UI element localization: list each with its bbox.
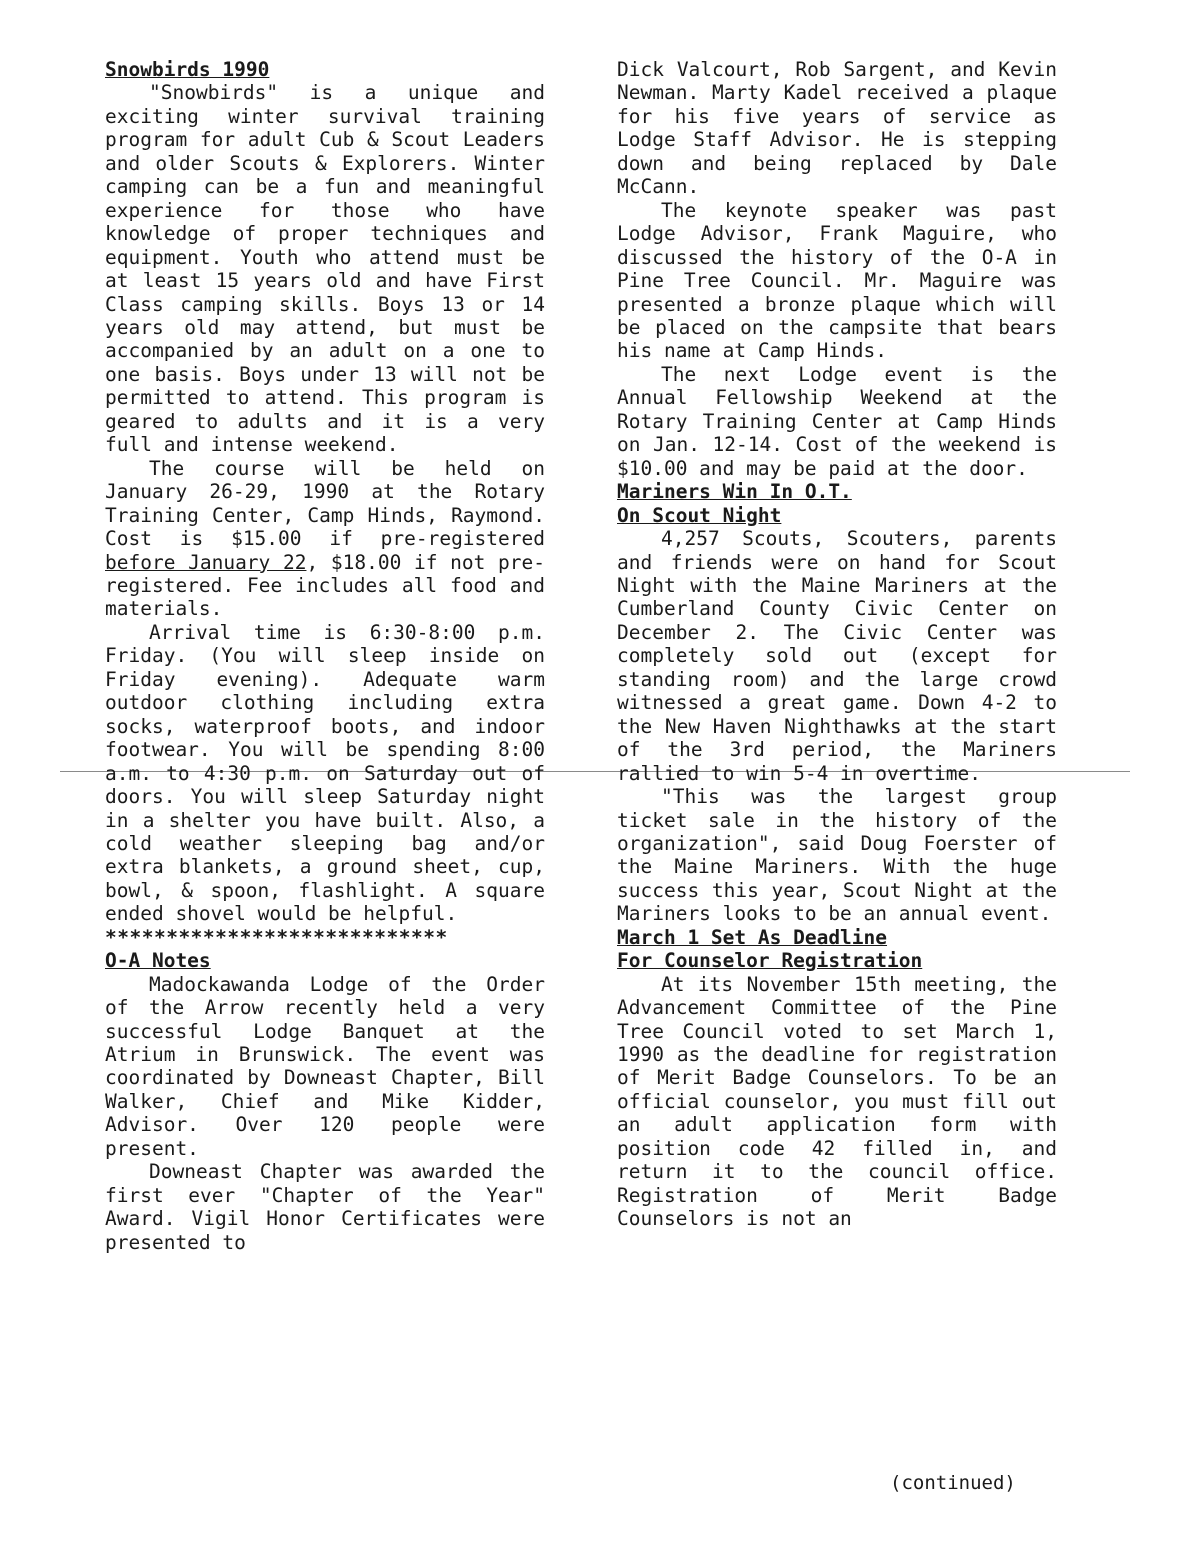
oa-notes-paragraph-2: Downeast Chapter was awarded the first ever "Chapter of the Year" Award. Vigil Honor Certificates were presented to xyxy=(105,1160,545,1254)
oa-continued-paragraph-2: The keynote speaker was past Lodge Advisor, Frank Maguire, who discussed the history of the O-A in Pine Tree Council. Mr. Maguire was presented a bronze plaque which will be placed on the campsite that bears his name at Camp Hinds. xyxy=(617,198,1057,363)
oa-continued-paragraph-1: Dick Valcourt, Rob Sargent, and Kevin Newman. Marty Kadel received a plaque for his five years of service as Lodge Staff Advisor. He is stepping down and being replaced by Dale McCann. xyxy=(617,58,1057,199)
oa-notes-paragraph-1: Madockawanda Lodge of the Order of the Arrow recently held a very successful Lodge Banquet at the Atrium in Brunswick. The event was coordinated by Downeast Chapter, Bill Walker, Chief and Mike Kidder, Advisor. Over 120 people were present. xyxy=(105,972,545,1160)
mariners-paragraph-1: 4,257 Scouts, Scouters, parents and friends were on hand for Scout Night with the Maine Mariners at the Cumberland County Civic Center on December 2. The Civic Center was completely sold out (except for standing room) and the large crowd witnessed a great game. Down 4-2 to the New Haven Nighthawks at the start of the 3rd period, the Mariners rallied to win 5-4 in overtime. xyxy=(617,527,1057,785)
star-separator: **************************** xyxy=(105,925,448,949)
snowbirds-article xyxy=(105,58,545,926)
snowbirds-p2-text-after: , $18.00 if not pre-registered. Fee includes all food and materials. xyxy=(105,550,545,621)
snowbirds-paragraph-1: "Snowbirds" is a unique and exciting winter survival training program for adult Cub & Scout Leaders and older Scouts & Explorers. Winter camping can be a fun and meaningful experience for those who have knowledge of proper techniques and equipment. Youth who attend must be at least 15 years old and have First Class camping skills. Boys 13 or 14 years old may attend, but must be accompanied by an adult on a one to one basis. Boys under 13 will not be permitted to attend. This program is geared to adults and it is a very full and intense weekend. xyxy=(105,81,545,457)
mariners-heading-line-1: Mariners Win In O.T. xyxy=(617,480,852,504)
mariners-heading-line-2: On Scout Night xyxy=(617,503,782,527)
deadline-heading-line-1: March 1 Set As Deadline xyxy=(617,925,888,949)
snowbirds-p2-text: The course will be held on January 26-29, 1990 at the Rotary Training Center, Camp Hinds, Raymond. Cost is $15.00 if pre-registered xyxy=(105,456,545,551)
mariners-article xyxy=(617,480,1057,926)
oa-notes-heading: O-A Notes xyxy=(105,949,211,973)
oa-continued-paragraph-3: The next Lodge event is the Annual Fellowship Weekend at the Rotary Training Center at Camp Hinds on Jan. 12-14. Cost of the weekend is $10.00 and may be paid at the door. xyxy=(617,362,1057,480)
continued-note: (continued) xyxy=(890,1472,1016,1494)
snowbirds-paragraph-3: Arrival time is 6:30-8:00 p.m. Friday. (You will sleep inside on Friday evening). Adequate warm outdoor clothing including extra socks, waterproof boots, and indoor footwear. You will be spending 8:00 a.m. to 4:30 p.m. on Saturday out of doors. You will sleep Saturday night in a shelter you have built. Also, a cold weather sleeping bag and/or extra blankets, a ground sheet, cup, bowl, & spoon, flashlight. A square ended shovel would be helpful. xyxy=(105,620,545,926)
right-column xyxy=(617,58,1057,1231)
snowbirds-paragraph-2 xyxy=(105,457,545,621)
deadline-paragraph-1: At its November 15th meeting, the Advancement Committee of the Pine Tree Council voted to set March 1, 1990 as the deadline for registration of Merit Badge Counselors. To be an official counselor, you must fill out an adult application form with position code 42 filled in, and return it to the council office. Registration of Merit Badge Counselors is not an xyxy=(617,972,1057,1231)
mariners-paragraph-2: "This was the largest group ticket sale in the history of the organization", said Doug Foerster of the Maine Mariners. With the huge success this year, Scout Night at the Mariners looks to be an annual event. xyxy=(617,785,1057,926)
deadline-heading-line-2: For Counselor Registration xyxy=(617,949,923,973)
snowbirds-heading: Snowbirds 1990 xyxy=(105,58,270,81)
left-column xyxy=(105,58,545,1254)
registration-deadline: before January 22 xyxy=(105,550,307,574)
oa-notes-continued xyxy=(617,58,1057,480)
deadline-article xyxy=(617,926,1057,1231)
oa-notes-article xyxy=(105,949,545,1254)
